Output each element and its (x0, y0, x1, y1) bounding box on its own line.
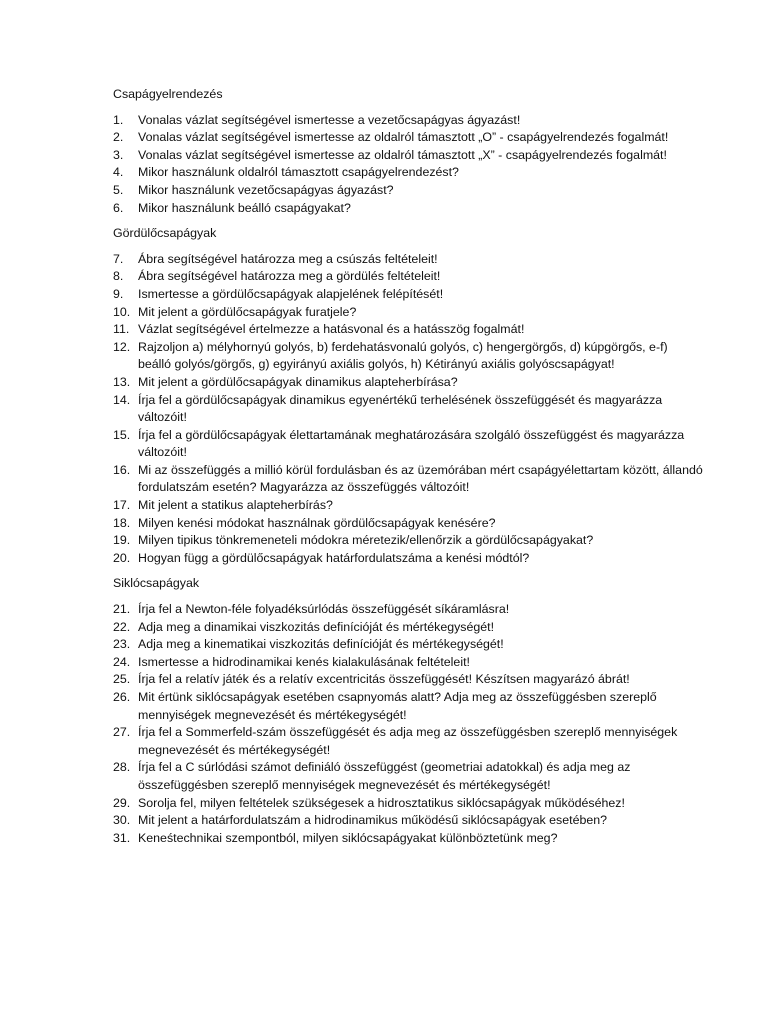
item-text: Mit jelent a határfordulatszám a hidrodinamikus működésű siklócsapágyak esetében? (138, 813, 608, 828)
item-text: Keneśtechnikai szempontból, milyen siklócsapágyakat különböztetünk meg? (138, 830, 558, 845)
item-text: Mit értünk siklócsapágyak esetében csapnyomás alatt? Adja meg az összefüggésben szereplő mennyiségek megnevezését és mértékegységét! (138, 690, 657, 722)
item-text: Mikor használunk oldalról támasztott csapágyelrendezést? (138, 165, 459, 180)
item-number: 3. (113, 147, 124, 162)
item-text: Mit jelent a gördülőcsapágyak furatjele? (138, 304, 357, 319)
item-number: 31. (113, 830, 131, 845)
item-number: 2. (113, 130, 124, 145)
list-item (113, 497, 703, 515)
item-number: 7. (113, 251, 124, 266)
section-title-gordulocsapagyak: Gördülőcsapágyak (113, 226, 217, 241)
item-text: Milyen tipikus tönkremeneteli módokra méretezik/ellenőrzik a gördülőcsapágyakat? (138, 533, 594, 548)
item-text: Mi az összefüggés a millió körül fordulásban és az üzemórában mért csapágyélettartam között, állandó fordulatszám esetén? Magyarázza az összefüggés változóit! (138, 462, 703, 495)
list-item (113, 654, 703, 672)
item-number: 27. (113, 725, 131, 740)
item-number: 18. (113, 515, 131, 530)
item-number: 28. (113, 760, 131, 775)
item-number: 1. (113, 112, 124, 127)
list-item (113, 251, 703, 269)
list-item (113, 636, 703, 654)
item-number: 6. (113, 200, 124, 215)
item-text: Mit jelent a statikus alapteherbírás? (138, 498, 333, 513)
item-text: Mit jelent a gördülőcsapágyak dinamikus alapteherbírása? (138, 374, 458, 389)
question-list-csapagyelrendezes (113, 112, 703, 218)
list-item (113, 286, 703, 304)
item-text: Vázlat segítségével értelmezze a hatásvonal és a hatásszög fogalmát! (138, 322, 525, 337)
item-number: 26. (113, 690, 131, 704)
item-text: Ábra segítségével határozza meg a csúszás feltételeit! (138, 251, 438, 266)
item-text: Ismertesse a gördülőcsapágyak alapjelének felépítését! (138, 286, 444, 301)
list-item (113, 129, 703, 147)
list-item (113, 321, 703, 339)
list-item (113, 427, 703, 462)
item-number: 16. (113, 462, 131, 477)
section-title-siklocsapagyak: Siklócsapágyak (113, 576, 200, 591)
list-item (113, 619, 703, 637)
item-number: 13. (113, 374, 131, 389)
item-number: 15. (113, 427, 131, 442)
item-text: Adja meg a kinematikai viszkozitás definícióját és mértékegységét! (138, 637, 504, 652)
item-number: 9. (113, 286, 124, 301)
list-item (113, 200, 703, 218)
item-text: Adja meg a dinamikai viszkozitás definícióját és mértékegységét! (138, 619, 495, 634)
item-number: 25. (113, 672, 131, 687)
item-number: 8. (113, 269, 124, 284)
item-text: Rajzoljon a) mélyhornyú golyós, b) ferdehatásvonalú golyós, c) hengergörgős, d) kúpgörgős, e-f) beálló golyós/görgős, g) egyirányú axiális golyós, h) Kétirányú axiális golyóscsapágyat! (138, 339, 668, 372)
list-item (113, 795, 703, 813)
item-text: Vonalas vázlat segítségével ismertesse az oldalról támasztott „O” - csapágyelrendezés fogalmát! (138, 130, 669, 145)
item-text: Írja fel a Newton-féle folyadéksúrlódás összefüggését síkáramlásra! (138, 602, 510, 617)
item-text: Mikor használunk vezetőcsapágyas ágyazást? (138, 182, 394, 197)
item-number: 17. (113, 498, 131, 513)
list-item (113, 374, 703, 392)
item-text: Ábra segítségével határozza meg a gördülés feltételeit! (138, 269, 441, 284)
item-text: Írja fel a Sommerfeld-szám összefüggését és adja meg az összefüggésben szereplő mennyiségek megnevezését és mértékegységét! (138, 725, 678, 757)
list-item (113, 830, 703, 848)
list-item (113, 515, 703, 533)
item-number: 12. (113, 339, 131, 354)
list-item (113, 147, 703, 165)
list-item (113, 689, 703, 724)
item-number: 14. (113, 392, 131, 407)
item-text: Írja fel a C súrlódási számot definiáló összefüggést (geometriai adatokkal) és adja meg az összefüggésben szereplő mennyiségek megnevezését és mértékegységét! (138, 760, 631, 792)
list-item (113, 182, 703, 200)
list-item (113, 759, 703, 794)
item-text: Írja fel a relatív játék és a relatív excentricitás összefüggését! Készítsen magyarázó ábrát! (138, 672, 630, 687)
list-item (113, 671, 703, 689)
question-list-gordulocsapagyak (113, 251, 703, 568)
item-number: 11. (113, 322, 130, 337)
item-text: Írja fel a gördülőcsapágyak élettartamának meghatározására szolgáló összefüggést és magyarázza változóit! (138, 427, 685, 460)
item-text: Vonalas vázlat segítségével ismertesse az oldalról támasztott „X” - csapágyelrendezés fogalmát! (138, 147, 667, 162)
item-number: 20. (113, 550, 131, 565)
list-item (113, 724, 703, 759)
question-list-siklocsapagyak (113, 601, 703, 847)
item-number: 19. (113, 533, 131, 548)
list-item (113, 392, 703, 427)
item-text: Sorolja fel, milyen feltételek szükségesek a hidrosztatikus siklócsapágyak működéséhez! (138, 795, 625, 810)
list-item (113, 339, 703, 374)
item-text: Ismertesse a hidrodinamikai kenés kialakulásának feltételeit! (138, 654, 470, 669)
item-number: 21. (113, 602, 131, 617)
item-number: 5. (113, 182, 124, 197)
item-number: 4. (113, 165, 124, 180)
item-text: Milyen kenési módokat használnak gördülőcsapágyak kenésére? (138, 515, 496, 530)
item-number: 22. (113, 619, 131, 634)
list-item (113, 164, 703, 182)
section-title-csapagyelrendezes: Csapágyelrendezés (113, 87, 223, 101)
list-item (113, 112, 703, 130)
item-text: Vonalas vázlat segítségével ismertesse a vezetőcsapágyas ágyazást! (138, 112, 521, 127)
item-number: 29. (113, 795, 131, 810)
list-item (113, 812, 703, 830)
list-item (113, 532, 703, 550)
document-page (113, 86, 703, 855)
list-item (113, 268, 703, 286)
list-item (113, 304, 703, 322)
item-text: Írja fel a gördülőcsapágyak dinamikus egyenértékű terhelésének összefüggését és magyarázza változóit! (138, 392, 663, 425)
item-number: 10. (113, 304, 131, 319)
item-text: Mikor használunk beálló csapágyakat? (138, 200, 351, 215)
item-text: Hogyan függ a gördülőcsapágyak határfordulatszáma a kenési módtól? (138, 550, 530, 565)
item-number: 23. (113, 637, 131, 652)
item-number: 30. (113, 813, 131, 828)
list-item (113, 462, 703, 497)
list-item (113, 601, 703, 619)
item-number: 24. (113, 654, 131, 669)
list-item (113, 550, 703, 568)
